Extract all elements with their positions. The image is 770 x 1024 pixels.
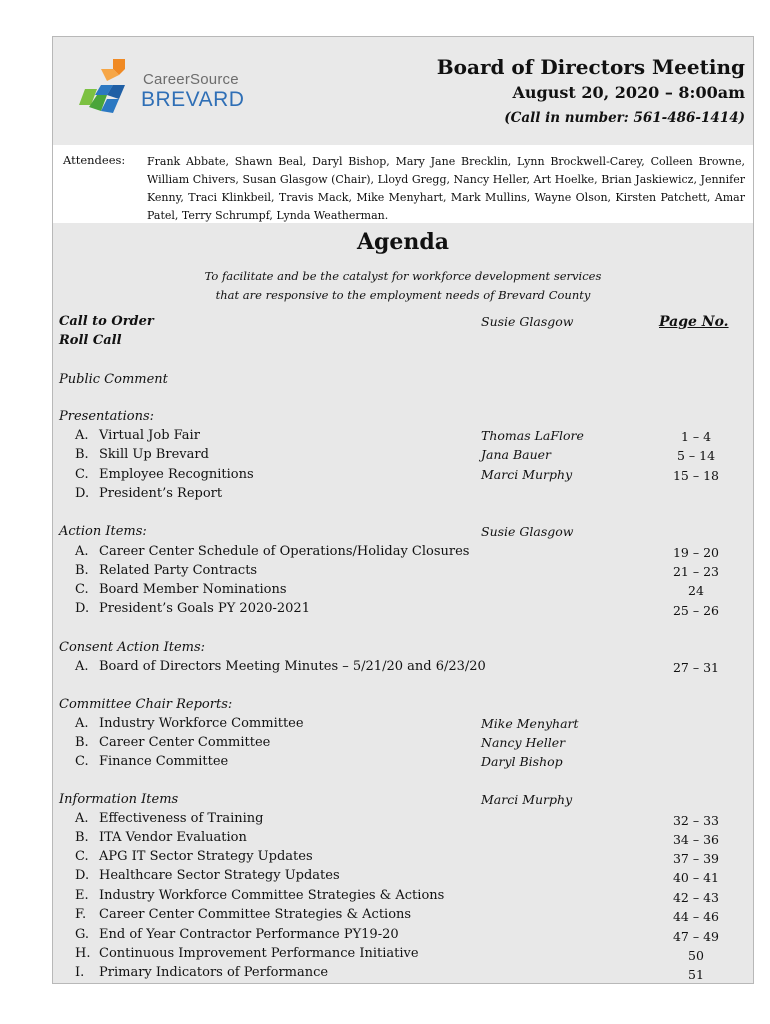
item-page-range: 27 – 31 bbox=[672, 660, 719, 675]
item-page-range: 42 – 43 bbox=[672, 890, 719, 905]
item-page-range: 34 – 36 bbox=[672, 832, 719, 847]
item-page-range: 24 bbox=[688, 583, 704, 598]
careersource-logo bbox=[79, 55, 255, 127]
item-page-range: 37 – 39 bbox=[672, 851, 719, 866]
item-presenter: Marci Murphy bbox=[481, 467, 573, 482]
committee-heading: Committee Chair Reports: bbox=[59, 697, 233, 712]
logo-text-careersource: CareerSource bbox=[143, 71, 239, 88]
item-page-range: 19 – 20 bbox=[672, 545, 719, 560]
attendees-list: Frank Abbate, Shawn Beal, Daryl Bishop, Mary Jane Brecklin, Lynn Brockwell-Carey, Colleen Browne, William Chivers, Susan Glasgow (Chair), Lloyd Gregg, Nancy Heller, Art Hoelke, Brian Jaskiewicz, Jennifer Kenny, Traci Klinkbeil, Travis Mack, Mike Menyhart, Mark Mullins, Wayne Olson, Kirsten Patchett, Amar Patel, Terry Schrumpf, Lynda Weatherman. bbox=[147, 155, 745, 222]
information-presenter: Marci Murphy bbox=[481, 792, 573, 807]
logo-text-brevard: BREVARD bbox=[141, 88, 245, 111]
list-item: E. Industry Workforce Committee Strategies & Actions bbox=[75, 888, 445, 903]
consent-heading: Consent Action Items: bbox=[59, 640, 206, 655]
item-presenter: Thomas LaFlore bbox=[481, 428, 584, 443]
action-items-heading: Action Items: bbox=[59, 524, 147, 539]
item-page-range: 51 bbox=[688, 967, 704, 982]
meeting-title: Board of Directors Meeting bbox=[436, 55, 745, 79]
list-item: G. End of Year Contractor Performance PY19-20 bbox=[75, 927, 399, 942]
mission-line-1: To facilitate and be the catalyst for workforce development services bbox=[204, 269, 602, 283]
item-page-range: 15 – 18 bbox=[672, 468, 719, 483]
mission-line-2: that are responsive to the employment needs of Brevard County bbox=[215, 288, 591, 302]
item-presenter: Daryl Bishop bbox=[481, 754, 563, 769]
meeting-date: August 20, 2020 – 8:00am bbox=[512, 83, 745, 102]
attendees-section bbox=[53, 145, 753, 223]
list-item: D. President’s Report bbox=[75, 486, 223, 501]
item-page-range: 21 – 23 bbox=[672, 564, 719, 579]
agenda-page bbox=[52, 36, 754, 984]
opening-presenter: Susie Glasgow bbox=[481, 314, 574, 329]
agenda-title: Agenda bbox=[356, 229, 450, 255]
list-item: A. Effectiveness of Training bbox=[75, 811, 264, 826]
list-item: H. Continuous Improvement Performance Initiative bbox=[75, 946, 419, 961]
logo-mark-icon bbox=[79, 55, 139, 127]
item-page-range: 1 – 4 bbox=[680, 429, 712, 444]
list-item: F. Career Center Committee Strategies & Actions bbox=[75, 907, 412, 922]
item-page-range: 44 – 46 bbox=[672, 909, 719, 924]
list-item: D. President’s Goals PY 2020-2021 bbox=[75, 601, 310, 616]
public-comment: Public Comment bbox=[59, 372, 168, 387]
item-page-range: 32 – 33 bbox=[672, 813, 719, 828]
list-item: A. Board of Directors Meeting Minutes – 5/21/20 and 6/23/20 bbox=[75, 659, 486, 674]
item-page-range: 5 – 14 bbox=[676, 448, 716, 463]
header bbox=[53, 37, 753, 145]
list-item: B. Related Party Contracts bbox=[75, 563, 258, 578]
list-item: A. Virtual Job Fair bbox=[75, 428, 200, 443]
item-presenter: Mike Menyhart bbox=[481, 716, 579, 731]
item-page-range: 50 bbox=[688, 948, 704, 963]
list-item: I. Primary Indicators of Performance bbox=[75, 965, 329, 980]
page-no-header: Page No. bbox=[659, 314, 729, 330]
information-heading: Information Items bbox=[59, 792, 179, 807]
list-item: B. Skill Up Brevard bbox=[75, 447, 209, 462]
attendees-label: Attendees: bbox=[63, 153, 126, 167]
action-items-presenter: Susie Glasgow bbox=[481, 524, 574, 539]
item-page-range: 47 – 49 bbox=[672, 929, 719, 944]
item-page-range: 25 – 26 bbox=[672, 603, 719, 618]
item-presenter: Jana Bauer bbox=[481, 447, 552, 462]
list-item: B. Career Center Committee bbox=[75, 735, 271, 750]
roll-call: Roll Call bbox=[59, 333, 122, 348]
title-block bbox=[437, 55, 745, 126]
mission-statement bbox=[53, 267, 753, 305]
list-item: B. ITA Vendor Evaluation bbox=[75, 830, 247, 845]
list-item: C. APG IT Sector Strategy Updates bbox=[75, 849, 313, 864]
call-in-number: (Call in number: 561-486-1414) bbox=[504, 110, 745, 126]
call-to-order: Call to Order bbox=[59, 314, 154, 329]
presentations-heading: Presentations: bbox=[59, 409, 154, 424]
list-item: C. Employee Recognitions bbox=[75, 467, 254, 482]
list-item: C. Board Member Nominations bbox=[75, 582, 287, 597]
list-item: A. Career Center Schedule of Operations/Holiday Closures bbox=[75, 544, 470, 559]
item-presenter: Nancy Heller bbox=[481, 735, 566, 750]
list-item: D. Healthcare Sector Strategy Updates bbox=[75, 868, 340, 883]
list-item: C. Finance Committee bbox=[75, 754, 229, 769]
list-item: A. Industry Workforce Committee bbox=[75, 716, 304, 731]
item-page-range: 40 – 41 bbox=[672, 870, 719, 885]
